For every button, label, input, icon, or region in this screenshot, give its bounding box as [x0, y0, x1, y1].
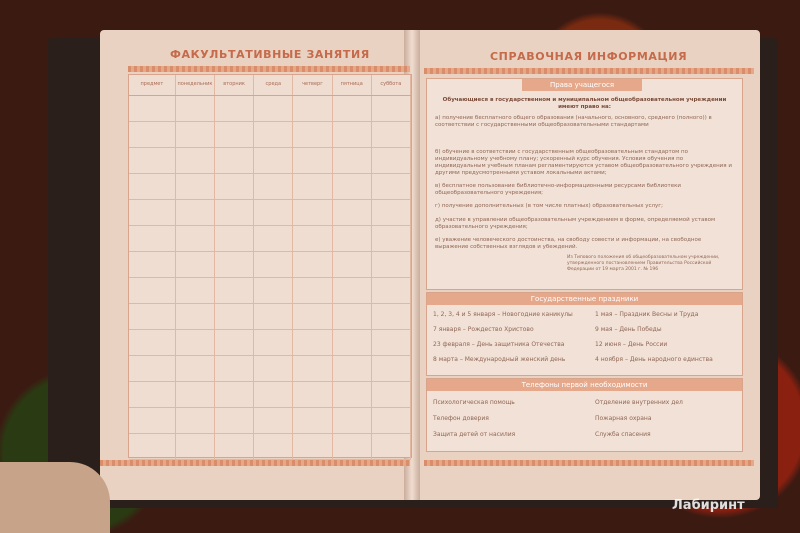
timetable-cell — [333, 356, 372, 381]
timetable-cell — [333, 122, 372, 147]
timetable-cell — [333, 226, 372, 251]
timetable-cell — [129, 226, 176, 251]
timetable-cell — [333, 252, 372, 277]
list-item: 4 ноября – День народного единства — [595, 356, 713, 363]
timetable-cell — [293, 252, 332, 277]
phones-box — [426, 378, 743, 452]
day-header: пятница — [333, 75, 372, 95]
timetable-cell — [176, 252, 215, 277]
timetable-row — [129, 226, 411, 252]
timetable-cell — [176, 356, 215, 381]
timetable-cell — [372, 122, 411, 147]
timetable-row — [129, 356, 411, 382]
timetable-cell — [129, 382, 176, 407]
timetable-cell — [176, 408, 215, 433]
timetable-cell — [176, 148, 215, 173]
timetable-cell — [129, 356, 176, 381]
timetable-cell — [129, 96, 176, 121]
timetable-cell — [372, 434, 411, 459]
rights-item: а) получение бесплатного общего образования (начального, основного, среднего (полного)) в соответствии с государственными общеобразовательными стандартами — [435, 115, 712, 128]
timetable-cell — [129, 148, 176, 173]
timetable-cell — [372, 226, 411, 251]
timetable-cell — [129, 304, 176, 329]
timetable-cell — [215, 434, 254, 459]
timetable-cell — [254, 304, 293, 329]
timetable-cell — [293, 122, 332, 147]
timetable-cell — [333, 96, 372, 121]
timetable-cell — [372, 408, 411, 433]
timetable-cell — [254, 356, 293, 381]
list-item: Психологическая помощь — [433, 399, 515, 406]
left-top-band — [128, 66, 410, 72]
timetable-cell — [176, 382, 215, 407]
rights-box — [426, 78, 743, 290]
timetable-row — [129, 148, 411, 174]
rights-source: Из Типового положения об общеобразовательном учреждении, утвержденного постановлением Правительства Российской Федерации от 19 марта 2001 г. № 196 — [567, 255, 720, 272]
rights-item: д) участие в управлении общеобразовательным учреждением в форме, определяемой уставом образовательного учреждения; — [435, 217, 716, 230]
timetable-cell — [176, 330, 215, 355]
day-header: суббота — [372, 75, 411, 95]
timetable-cell — [215, 252, 254, 277]
timetable-cell — [215, 226, 254, 251]
timetable-cell — [215, 278, 254, 303]
rights-item: е) уважение человеческого достоинства, на свободу совести и информации, на свободное выражение собственных взглядов и убеждений. — [435, 237, 702, 250]
timetable-cell — [254, 434, 293, 459]
list-item: 7 января – Рождество Христово — [433, 326, 534, 333]
day-header: вторник — [215, 75, 254, 95]
timetable-cell — [333, 408, 372, 433]
day-header: предмет — [129, 75, 176, 95]
timetable-cell — [254, 382, 293, 407]
timetable-cell — [333, 304, 372, 329]
timetable-cell — [293, 408, 332, 433]
list-item: 23 февраля – День защитника Отечества — [433, 341, 565, 348]
holidays-header: Государственные праздники — [427, 293, 742, 305]
phones-header: Телефоны первой необходимости — [427, 379, 742, 391]
timetable-cell — [372, 330, 411, 355]
right-top-band — [424, 68, 754, 74]
day-header: четверг — [293, 75, 332, 95]
timetable-cell — [254, 200, 293, 225]
list-item: 12 июня – День России — [595, 341, 668, 348]
list-item: Пожарная охрана — [595, 415, 652, 422]
timetable-cell — [254, 96, 293, 121]
timetable-row — [129, 278, 411, 304]
list-item: 8 марта – Международный женский день — [433, 356, 566, 363]
timetable-row — [129, 408, 411, 434]
timetable-cell — [372, 200, 411, 225]
timetable-cell — [372, 148, 411, 173]
list-item: Телефон доверия — [433, 415, 489, 422]
timetable-cell — [129, 434, 176, 459]
timetable-cell — [254, 408, 293, 433]
timetable-cell — [176, 434, 215, 459]
left-page-title: ФАКУЛЬТАТИВНЫЕ ЗАНЯТИЯ — [170, 48, 370, 61]
timetable-cell — [215, 382, 254, 407]
day-header: среда — [254, 75, 293, 95]
timetable-cell — [215, 148, 254, 173]
holidays-right — [595, 311, 740, 371]
timetable-cell — [176, 96, 215, 121]
timetable-cell — [254, 278, 293, 303]
rights-item: г) получение дополнительных (в том числе платных) образовательных услуг; — [435, 203, 664, 209]
timetable-cell — [129, 408, 176, 433]
list-item: Защита детей от насилия — [433, 431, 516, 438]
timetable-cell — [215, 122, 254, 147]
watermark-logo: Лабиринт — [672, 498, 745, 513]
timetable-cell — [372, 252, 411, 277]
timetable-cell — [176, 226, 215, 251]
timetable-cell — [293, 356, 332, 381]
list-item: Служба спасения — [595, 431, 651, 438]
timetable-cell — [372, 356, 411, 381]
timetable-cell — [129, 330, 176, 355]
timetable-cell — [254, 330, 293, 355]
timetable-cell — [215, 200, 254, 225]
timetable-cell — [215, 330, 254, 355]
phones-right — [595, 399, 740, 449]
right-page-title: СПРАВОЧНАЯ ИНФОРМАЦИЯ — [490, 50, 688, 63]
timetable-cell — [293, 174, 332, 199]
timetable-cell — [176, 200, 215, 225]
timetable-cell — [333, 148, 372, 173]
timetable-cell — [372, 304, 411, 329]
timetable-row — [129, 330, 411, 356]
timetable-grid — [128, 74, 412, 458]
timetable-cell — [129, 122, 176, 147]
timetable-row — [129, 96, 411, 122]
timetable-cell — [293, 330, 332, 355]
left-bottom-band — [100, 460, 410, 466]
rights-item: в) бесплатное пользование библиотечно-информационными ресурсами библиотеки общеобразовательного учреждения; — [435, 183, 681, 196]
timetable-cell — [215, 304, 254, 329]
rights-header: Права учащегося — [522, 79, 642, 91]
timetable-cell — [372, 96, 411, 121]
day-header: понедельник — [176, 75, 215, 95]
timetable-cell — [176, 122, 215, 147]
list-item: Отделение внутренних дел — [595, 399, 683, 406]
rights-list — [427, 115, 742, 265]
timetable-cell — [372, 174, 411, 199]
timetable-cell — [129, 252, 176, 277]
rights-lead: Обучающиеся в государственном и муниципальном общеобразовательном учреждении имеют право на: — [442, 97, 727, 110]
timetable-cell — [215, 174, 254, 199]
timetable-cell — [254, 174, 293, 199]
timetable-cell — [372, 278, 411, 303]
hand — [0, 462, 110, 533]
timetable-cell — [254, 252, 293, 277]
timetable-cell — [293, 304, 332, 329]
timetable-cell — [293, 434, 332, 459]
list-item: 1, 2, 3, 4 и 5 января – Новогодние каникулы — [433, 311, 573, 318]
timetable-cell — [129, 278, 176, 303]
timetable-cell — [129, 200, 176, 225]
timetable-cell — [215, 356, 254, 381]
timetable-cell — [293, 382, 332, 407]
timetable-cell — [129, 174, 176, 199]
timetable-cell — [333, 382, 372, 407]
list-item: 1 мая – Праздник Весны и Труда — [595, 311, 699, 318]
timetable-cell — [293, 96, 332, 121]
timetable-cell — [293, 200, 332, 225]
timetable-cell — [333, 330, 372, 355]
timetable-cell — [333, 174, 372, 199]
timetable-row — [129, 122, 411, 148]
timetable-cell — [215, 96, 254, 121]
timetable-cell — [333, 434, 372, 459]
timetable-cell — [176, 278, 215, 303]
timetable-cell — [372, 382, 411, 407]
timetable-cell — [293, 278, 332, 303]
timetable-row — [129, 304, 411, 330]
phones-left — [433, 399, 583, 449]
timetable-row — [129, 200, 411, 226]
timetable-cell — [254, 148, 293, 173]
timetable-cell — [293, 226, 332, 251]
timetable-row — [129, 434, 411, 460]
timetable-cell — [215, 408, 254, 433]
timetable-row — [129, 174, 411, 200]
timetable-cell — [176, 174, 215, 199]
timetable-cell — [254, 226, 293, 251]
right-bottom-band — [424, 460, 754, 466]
rights-item: б) обучение в соответствии с государственным общеобразовательным стандартом по индивидуальному учебному плану; ускоренный курс обучения. Условия обучения по индивидуальным учебным планам регламентируются уставом общеобразовательного учреждения и другими предусмотренными уставом локальными актами; — [435, 149, 732, 176]
timetable-cell — [333, 278, 372, 303]
timetable-cell — [293, 148, 332, 173]
holidays-box — [426, 292, 743, 376]
timetable-cell — [333, 200, 372, 225]
holidays-left — [433, 311, 593, 371]
timetable-cell — [176, 304, 215, 329]
timetable-header — [129, 75, 411, 96]
timetable-row — [129, 382, 411, 408]
timetable-cell — [254, 122, 293, 147]
list-item: 9 мая – День Победы — [595, 326, 662, 333]
timetable-row — [129, 252, 411, 278]
